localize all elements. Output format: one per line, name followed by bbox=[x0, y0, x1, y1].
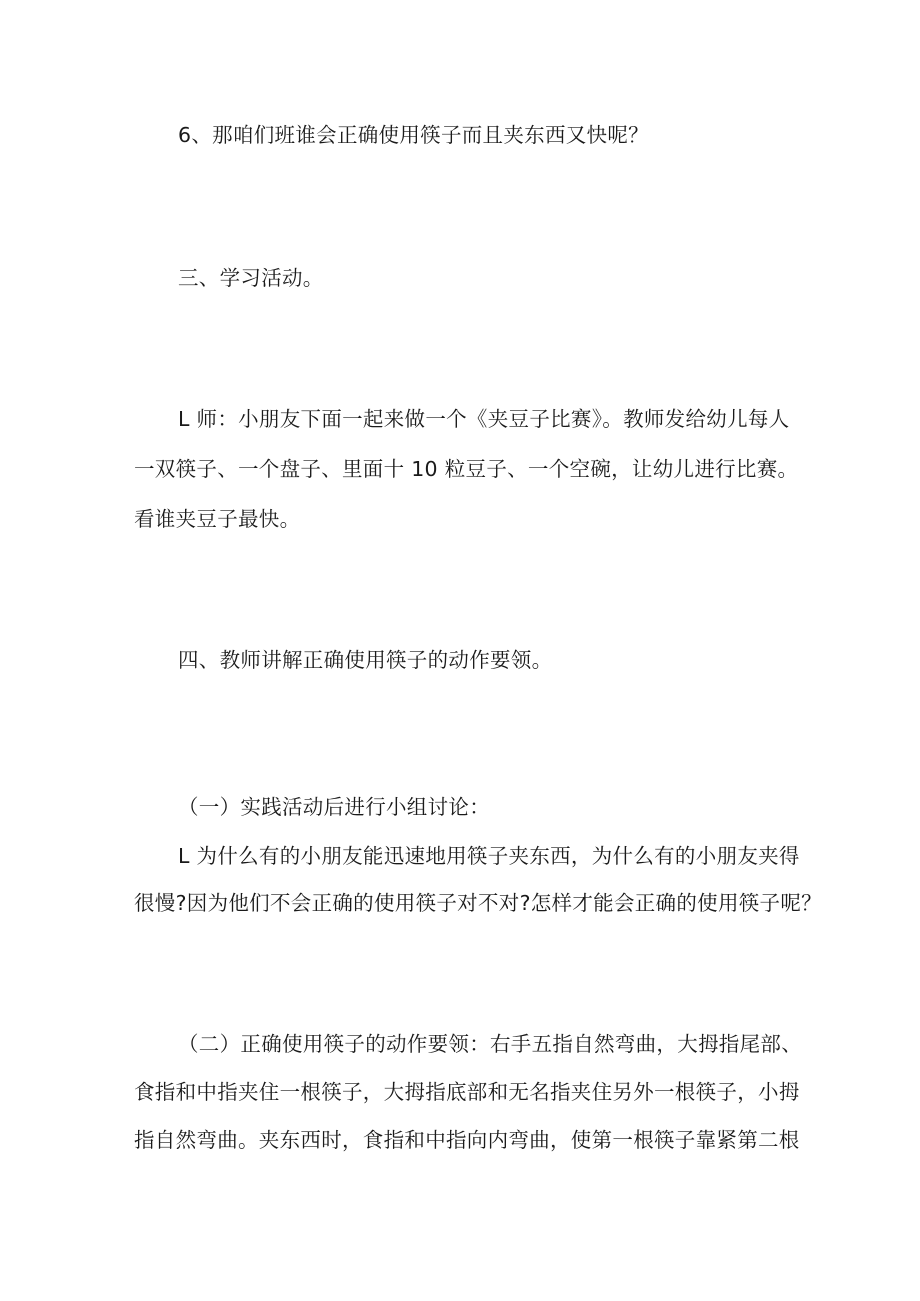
section-3-heading: 三、学习活动。 bbox=[178, 266, 324, 290]
paragraph-1-line-2: 一双筷子、一个盘子、里面十 10 粒豆子、一个空碗，让幼儿进行比赛。 bbox=[134, 457, 799, 481]
subsection-2-line-3: 指自然弯曲。夹东西时，食指和中指向内弯曲，使第一根筷子靠紧第二根 bbox=[134, 1128, 800, 1152]
section-4-heading: 四、教师讲解正确使用筷子的动作要领。 bbox=[178, 648, 553, 672]
paragraph-1-line-3: 看谁夹豆子最快。 bbox=[134, 507, 301, 531]
paragraph-1-line-1: L 师：小朋友下面一起来做一个《夹豆子比赛》。教师发给幼儿每人 bbox=[178, 407, 790, 431]
subsection-2-line-1: （二）正确使用筷子的动作要领：右手五指自然弯曲，大拇指尾部、 bbox=[178, 1032, 802, 1056]
subsection-1-line-2: 很慢?因为他们不会正确的使用筷子对不对?怎样才能会正确的使用筷子呢？ bbox=[134, 891, 822, 915]
subsection-2-line-2: 食指和中指夹住一根筷子，大拇指底部和无名指夹住另外一根筷子，小拇 bbox=[134, 1080, 800, 1104]
subsection-1-heading: （一）实践活动后进行小组讨论： bbox=[178, 795, 490, 819]
subsection-1-line-1: L 为什么有的小朋友能迅速地用筷子夹东西，为什么有的小朋友夹得 bbox=[178, 844, 800, 868]
question-6: 6、那咱们班谁会正确使用筷子而且夹东西又快呢？ bbox=[178, 123, 649, 147]
